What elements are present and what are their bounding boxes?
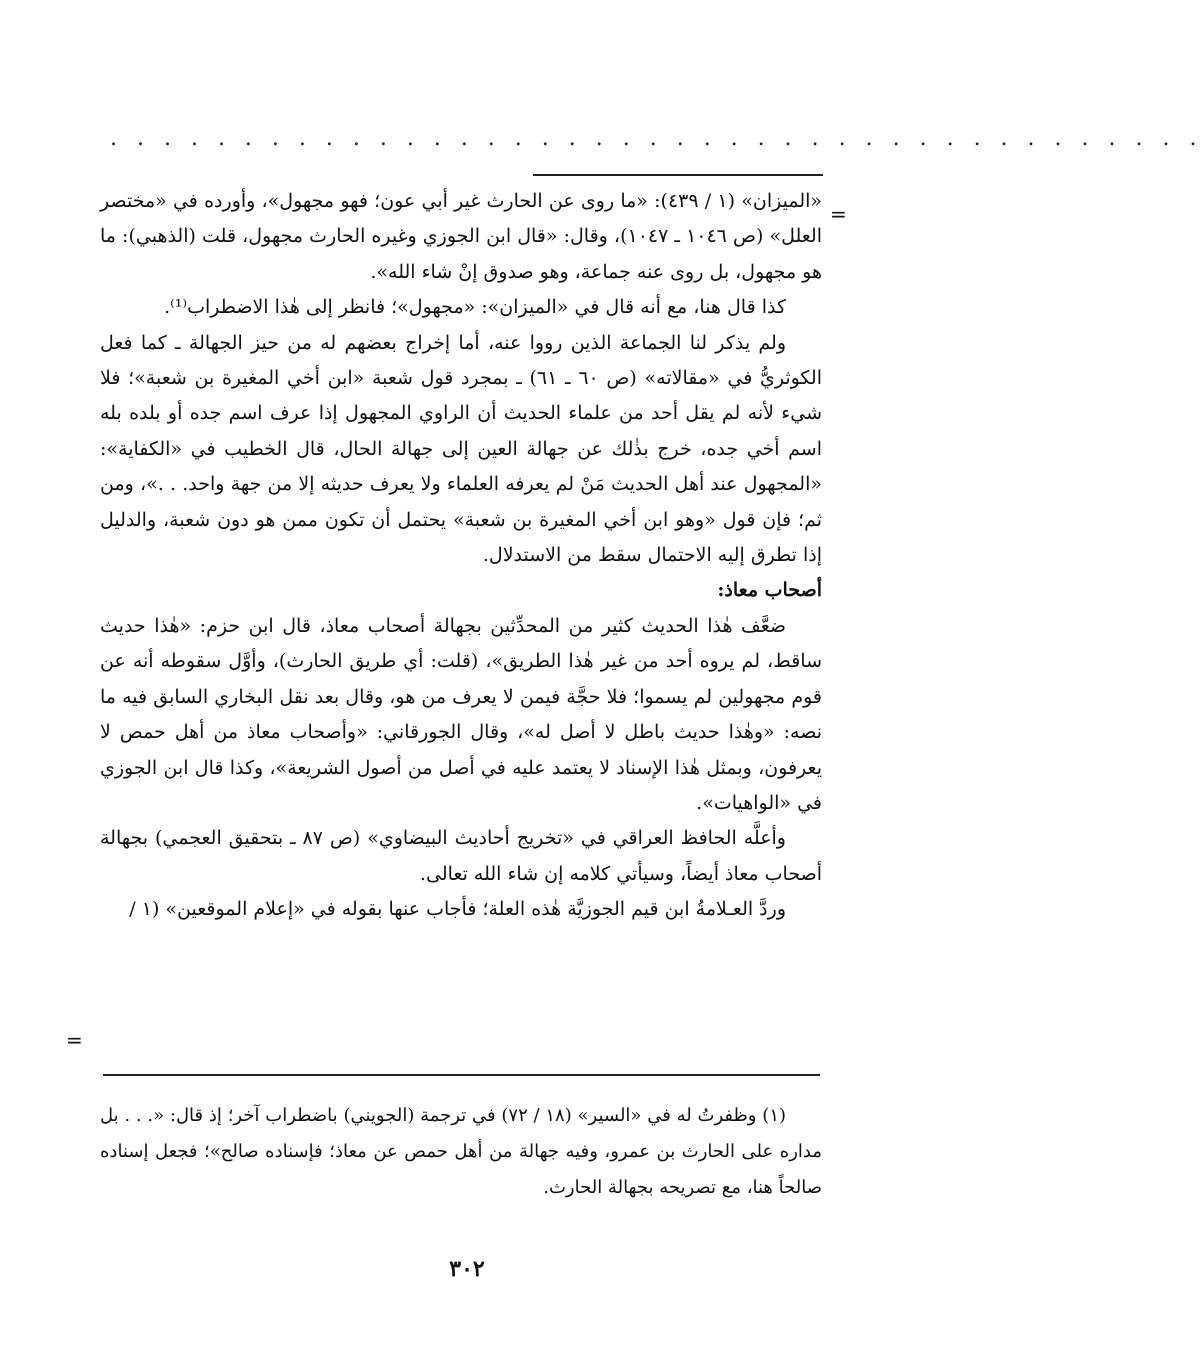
footnote-separator-rule xyxy=(103,1074,820,1076)
footnote xyxy=(100,1098,822,1206)
paragraph-2: كذا قال هنا، مع أنه قال في «الميزان»: «مجهول»؛ فانظر إلى هٰذا الاضطراب⁽¹⁾. xyxy=(164,296,786,319)
paragraph-6: وردَّ العـلامةُ ابن قيم الجوزيَّة هٰذه العلة؛ فأجاب عنها بقوله في «إعلام الموقعين» (١ / xyxy=(129,898,786,921)
main-text xyxy=(100,184,822,928)
footnote-text: (١) وظفرتُ له في «السير» (١٨ / ٧٢) في ترجمة (الجويني) باضطراب آخر؛ إذ قال: «. . . بل مداره على الحارث بن عمرو، وفيه جهالة من أهل حمص عن معاذ؛ فإسناده صالح»؛ فجعل إسناده صالحاً هنا، مع تصريحه بجهالة الحارث. xyxy=(100,1105,822,1198)
top-separator-rule xyxy=(533,174,823,176)
continued-from-marker: = xyxy=(830,202,847,226)
paragraph-3: ولم يذكر لنا الجماعة الذين رووا عنه، أما إخراج بعضهم له من حيز الجهالة ـ كما فعل الكوثريُّ في «مقالاته» (ص ٦٠ ـ ٦١) ـ بمجرد قول شعبة «ابن أخي المغيرة بن شعبة»؛ فلا شيء لأنه لم يقل أحد من علماء الحديث أن الراوي المجهول إذا عرف اسم جده أو بلده بله اسم أخي جده، خرج بذٰلك عن جهالة العين إلى جهالة الحال، قال الخطيب في «الكفاية»: «المجهول عند أهل الحديث مَنْ لم يعرفه العلماء ولا يعرف حديثه إلا من جهة واحد. . .»، ومن ثم؛ فإن قول «وهو ابن أخي المغيرة بن شعبة» يحتمل أن تكون ممن هو دون شعبة، والدليل إذا تطرق إليه الاحتمال سقط من الاستدلال. xyxy=(100,331,822,567)
paragraph-4: ضعَّف هٰذا الحديث كثير من المحدِّثين بجهالة أصحاب معاذ، قال ابن حزم: «هٰذا حديث ساقط، لم يروه أحد من غير هٰذا الطريق»، (قلت: أي طريق الحارث)، وأوَّل سقوطه أنه عن قوم مجهولين لم يسموا؛ فلا حجَّة فيمن لا يعرف من هو، وقال بعد نقل البخاري السابق فيه ما نصه: «وهٰذا حديث باطل لا أصل له»، وقال الجورقاني: «وأصحاب معاذ من أهل حمص لا يعرفون، وبمثل هٰذا الإسناد لا يعتمد عليه في أصل من أصول الشريعة»، وكذا قال ابن الجوزي في «الواهيات». xyxy=(100,614,822,814)
section-heading: أصحاب معاذ: xyxy=(717,579,822,602)
continues-to-marker: = xyxy=(66,1028,83,1052)
header-dotted-line: . . . . . . . . . . . . . . . . . . . . . . . . . . . . . . . . . . . . . . . . . xyxy=(110,126,1203,151)
paragraph-1: «الميزان» (١ / ٤٣٩): «ما روى عن الحارث غير أبي عون؛ فهو مجهول»، وأورده في «مختصر العلل» (ص ١٠٤٦ ـ ١٠٤٧)، وقال: «قال ابن الجوزي وغيره الحارث مجهول، قلت (الذهبي): ما هو مجهول، بل روى عنه جماعة، وهو صدوق إنْ شاء الله». xyxy=(100,190,823,283)
paragraph-5: وأعلَّه الحافظ العراقي في «تخريج أحاديث البيضاوي» (ص ٨٧ ـ بتحقيق العجمي) بجهالة أصحاب معاذ أيضاً، وسيأتي كلامه إن شاء الله تعالى. xyxy=(100,827,822,885)
page-number: ٣٠٢ xyxy=(449,1256,485,1282)
